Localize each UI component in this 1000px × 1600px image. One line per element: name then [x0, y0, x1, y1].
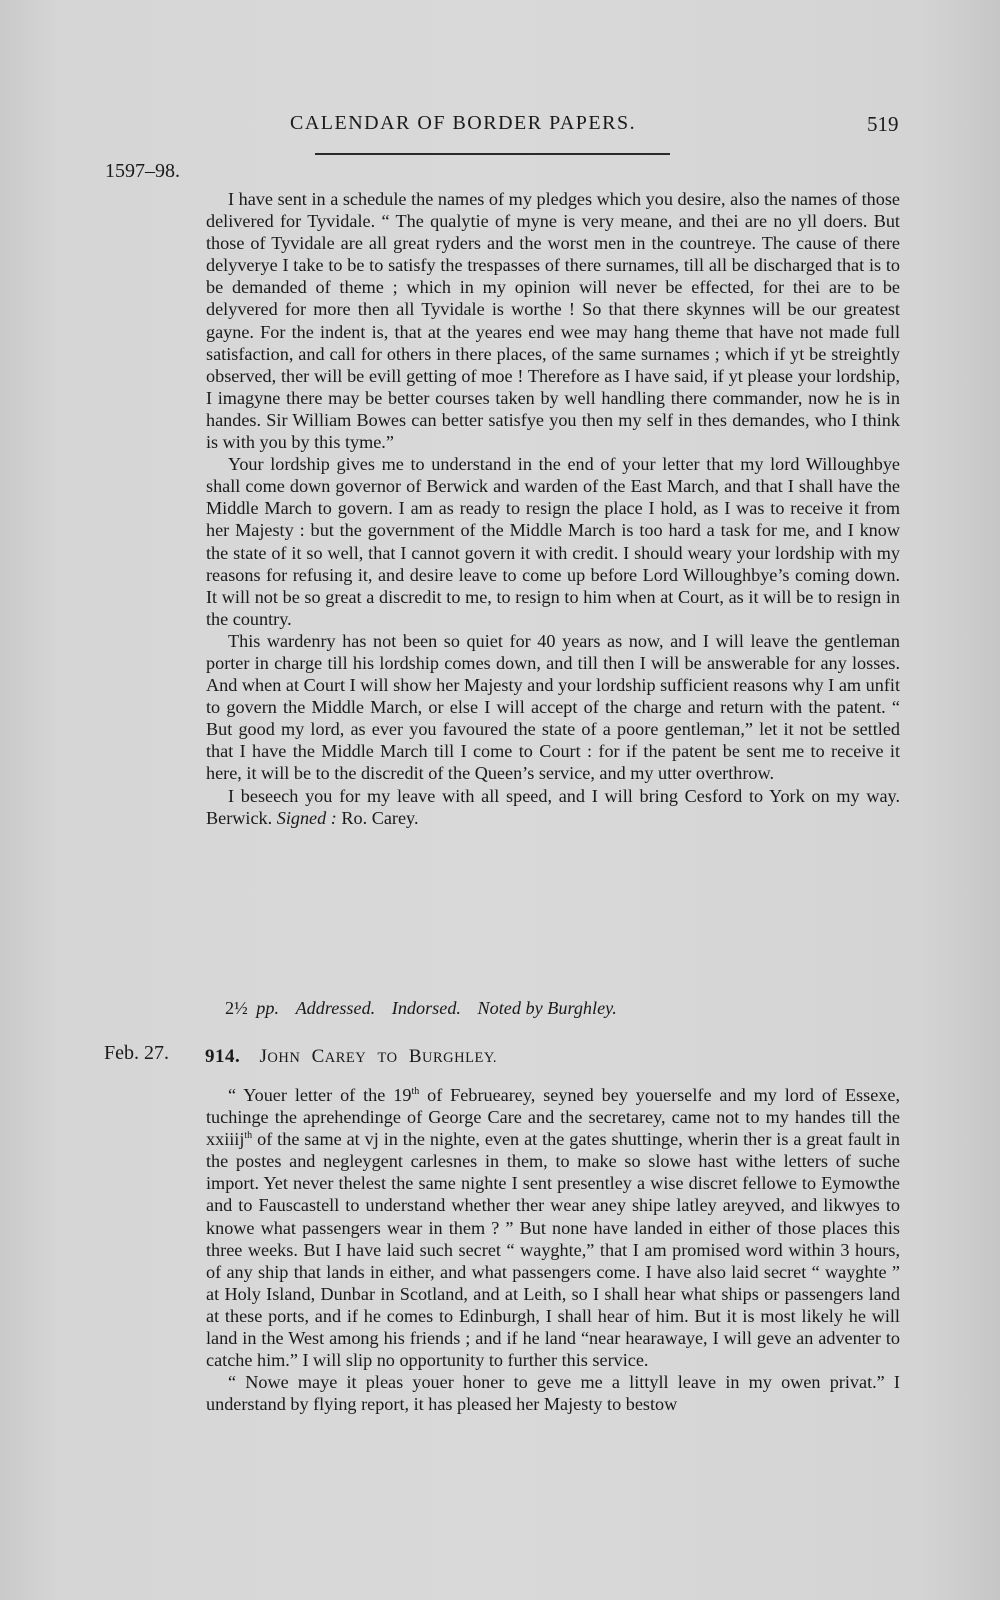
superscript: th — [411, 1085, 420, 1097]
superscript: th — [244, 1130, 253, 1142]
page-unit: pp. — [256, 998, 280, 1018]
paragraph-closing — [206, 785, 900, 829]
running-title: CALENDAR OF BORDER PAPERS. — [290, 112, 637, 134]
signer-name: Ro. Carey. — [341, 807, 419, 828]
paragraph: Your lordship gives me to understand in the end of your letter that my lord Willoughbye shall come down governor of Berwick and warden of the East March, and that I shall have the Middle March to govern. I am as ready to resign the place I hold, as I was to receive it from her Majesty : but the government of the Middle March is too hard a task for me, and I know the state of it so well, that I cannot govern it with credit. I should weary your lordship with my reasons for refusing it, and desire leave to come up before Lord Willoughbye’s coming down. It will not be so great a discredit to me, to resign to him when at Court, as it will be to resign in the country. — [206, 454, 900, 629]
paragraph: “ Nowe maye it pleas youer honer to geve me a littyll leave in my owen privat.” I understand by flying report, it has pleased her Majesty to bestow — [206, 1372, 900, 1415]
signed-label: Signed : — [276, 807, 337, 828]
heading-word: TO — [377, 1050, 398, 1066]
paragraph: This wardenry has not been so quiet for 40 years as now, and I will leave the gentleman porter in charge till his lordship comes down, and till then I will be answerable for any losses. And when at Court I will show her Majesty and your lordship sufficient reasons why I am unfit to govern the Middle March, or else I will accept of the charge and return with the patent. “ But good my lord, as ever you favoured the state of a poore gentleman,” let it not be settled that I have the Middle March till I come to Court : for if the patent be sent me to receive it here, it will be to the discredit of the Queen’s service, and my utter overthrow. — [206, 630, 900, 784]
margin-year: 1597–98. — [105, 160, 180, 182]
paragraph: I beseech you for my leave with all speed, and I will bring Cesford to York on my way. Berwick. — [206, 785, 900, 828]
paragraph: I have sent in a schedule the names of my pledges which you desire, also the names of those delivered for Tyvidale. “ The qualytie of myne is very meane, and thei are no yll doers. But those of Tyvidale are all great ryders and the worst men in the countreye. The cause of there delyverye I take to be to satisfy the trespasses of there surnames, till all be discharged that is to be demanded of theme ; which in my opinion will never be effected, for thei are to be delyvered for more then all Tyvidale is worthe ! So that there skynnes will be our greatest gayne. For the indent is, that at the yeares end wee may hang theme that have not made full satisfaction, and call for others in there places, of the same surnames ; which if yt be streightly observed, ther will be evill getting of moe ! Therefore as I have said, if yt please your lordship, I imagyne there may be better courses taken by well handling there commander, now he is in handes. Sir William Bowes can better satisfye you then my self in thes demandes, who I think is with you by this tyme.” — [206, 189, 900, 453]
letter-914-body — [206, 1084, 900, 1415]
letter-913-body — [206, 188, 900, 829]
header-rule — [315, 153, 670, 155]
indorsed-note: Indorsed. — [391, 998, 461, 1018]
heading-word: BURGHLEY. — [408, 1046, 498, 1067]
addressed-note: Addressed. — [295, 998, 376, 1018]
heading-word: JOHN — [259, 1046, 301, 1067]
page-count: 2½ — [225, 998, 248, 1018]
page-number: 519 — [867, 112, 899, 136]
margin-entry-date: Feb. 27. — [104, 1042, 169, 1064]
entry-number: 914. — [205, 1046, 241, 1067]
paragraph: “ Youer letter of the 19th of Februearey, seyned bey youerselfe and my lord of Essexe, tuchinge the aprehendinge of George Care and the secretarey, came not to my handes till the xxiiij$^{th}$ of the same at vj in the nighte, even at the gates shuttinge, wherin ther is a great fault in the postes and negleygent carlesnes in them, to make so slowe hast withe letters of suche import. Yet never thelest the same nighte I sent presentley a wise discret fellowe to Eymowthe and to Fauscastell to understand whether ther wear aney shipe latley areyved, and likwyes to knowe what passengers wear in them ? ” But none have landed in either of those places this three weeks. But I have laid such secret “ wayghte,” that I am promised word within 3 hours, of any ship that lands in either, and what passengers come. I have also laid secret “ wayghte ” at Holy Island, Dunbar in Scotland, and at Leith, so I shall hear what ships or passengers land at these ports, and if he comes to Edinburgh, I shall hear of him. But it is most likely he will land in the West among his friends ; and if he land “near hearawaye, I will geve an adventer to catche him.” I will slip no opportunity to further this service. — [206, 1085, 900, 1371]
entry-heading — [205, 1046, 497, 1068]
heading-word: CAREY — [311, 1046, 367, 1067]
endorsement-line — [225, 998, 617, 1019]
noted-note: Noted by Burghley. — [477, 998, 617, 1018]
